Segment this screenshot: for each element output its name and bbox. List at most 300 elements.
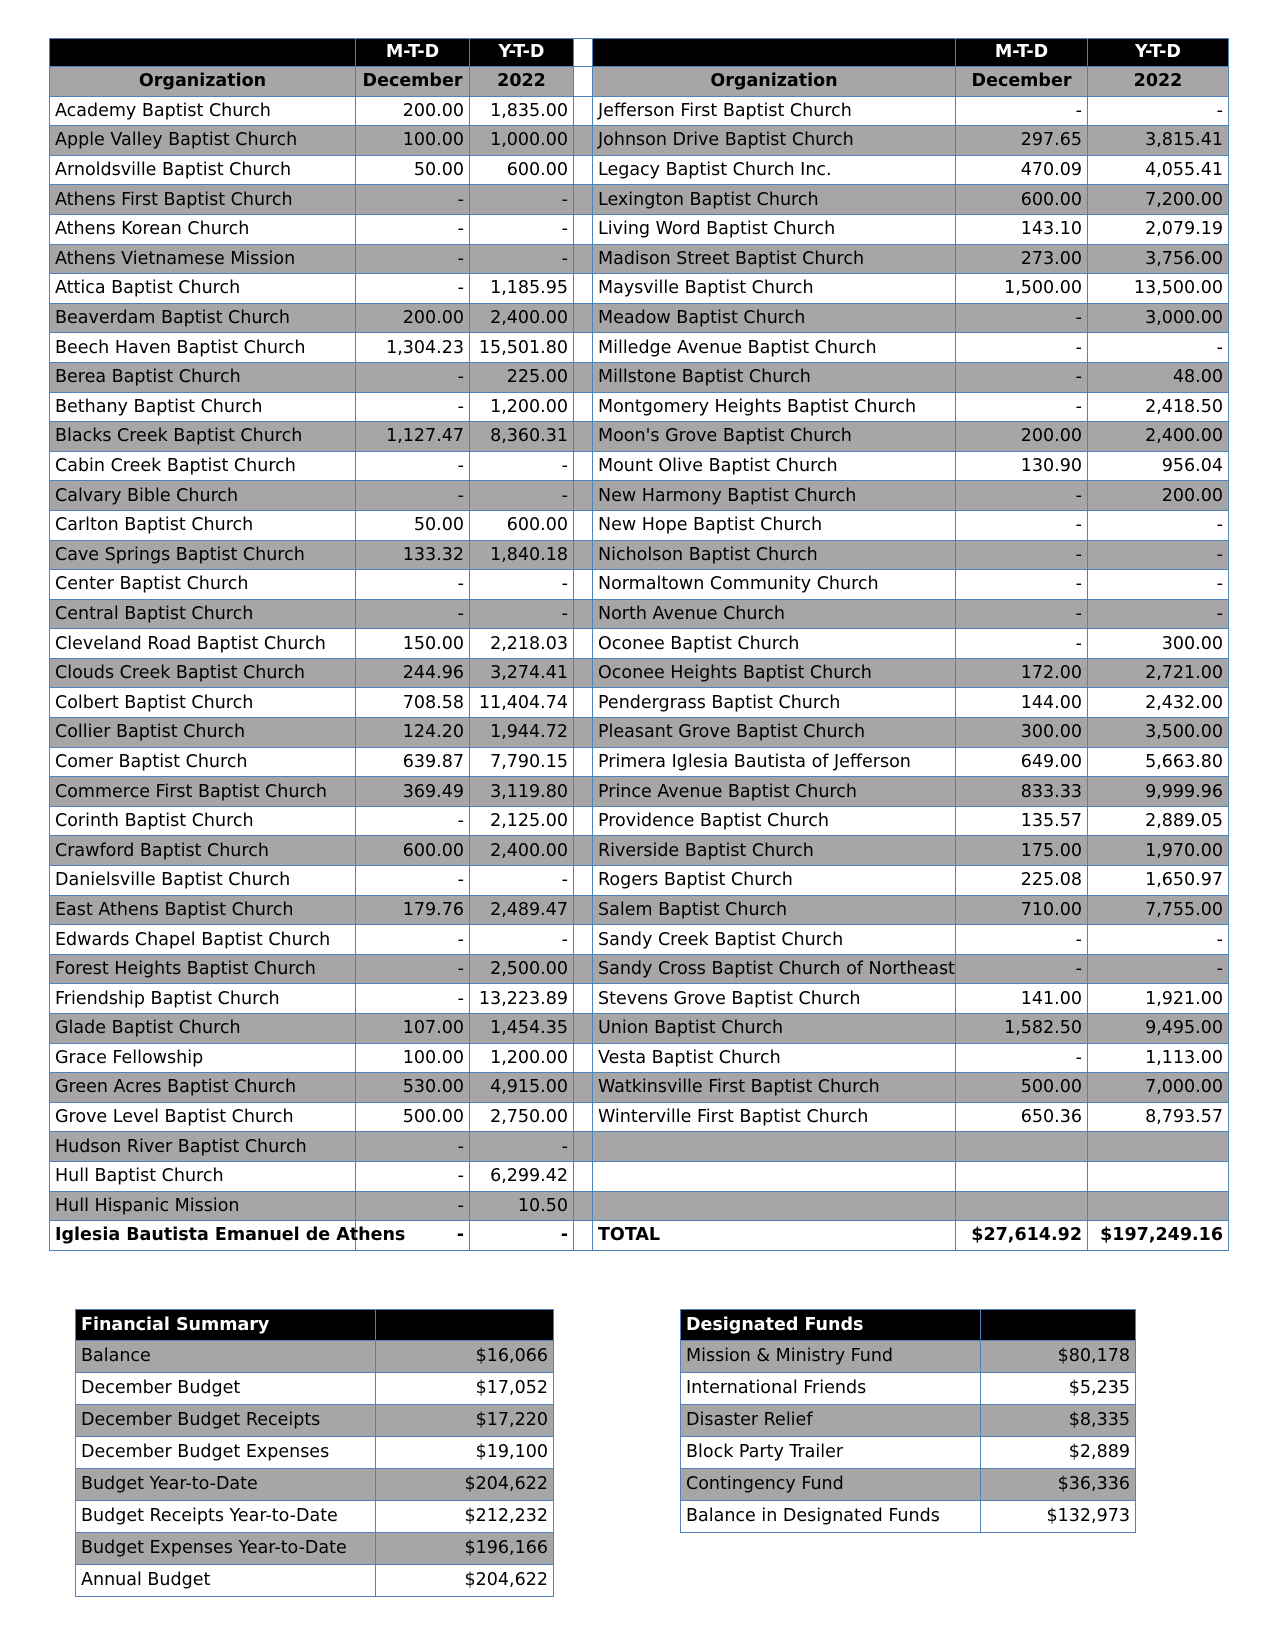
mtd-value: -: [356, 481, 470, 511]
table-row: [50, 1161, 1229, 1191]
table-row: [50, 629, 1229, 659]
summary-label: December Budget Receipts: [76, 1405, 376, 1437]
table-row: [50, 1014, 1229, 1044]
table-row: [50, 155, 1229, 185]
mtd-value: 1,304.23: [356, 333, 470, 363]
table-row: [50, 185, 1229, 215]
mtd-value: -: [956, 481, 1088, 511]
mtd-value: -: [356, 1132, 470, 1162]
organization-name: Stevens Grove Baptist Church: [593, 984, 956, 1014]
summary-row: [681, 1405, 1136, 1437]
column-gap: [574, 39, 593, 67]
organization-name: Crawford Baptist Church: [50, 836, 356, 866]
mtd-value: -: [956, 540, 1088, 570]
summary-value: $19,100: [376, 1437, 554, 1469]
organization-name: Hull Hispanic Mission: [50, 1191, 356, 1221]
organization-name: Center Baptist Church: [50, 570, 356, 600]
designated-funds-title: Designated Funds: [681, 1310, 981, 1341]
ytd-value: 13,500.00: [1088, 274, 1229, 304]
organization-name: Primera Iglesia Bautista of Jefferson: [593, 747, 956, 777]
ytd-value: 2,079.19: [1088, 214, 1229, 244]
table-row: [50, 984, 1229, 1014]
organization-name: Cabin Creek Baptist Church: [50, 451, 356, 481]
mtd-value: -: [956, 333, 1088, 363]
mtd-value: 200.00: [356, 303, 470, 333]
table-row: [50, 244, 1229, 274]
organization-name: Collier Baptist Church: [50, 718, 356, 748]
organization-name: Academy Baptist Church: [50, 96, 356, 126]
summary-row: [76, 1533, 554, 1565]
organization-name: [593, 1161, 956, 1191]
mtd-value: -: [356, 185, 470, 215]
column-gap: [574, 451, 593, 481]
organization-name: Friendship Baptist Church: [50, 984, 356, 1014]
header-ytd: Y-T-D: [470, 39, 574, 67]
organization-name: Corinth Baptist Church: [50, 806, 356, 836]
summary-value: $8,335: [981, 1405, 1136, 1437]
ytd-value: 2,750.00: [470, 1102, 574, 1132]
mtd-value: 300.00: [956, 718, 1088, 748]
column-gap: [574, 126, 593, 156]
mtd-value: 179.76: [356, 895, 470, 925]
organization-name: Oconee Heights Baptist Church: [593, 658, 956, 688]
mtd-value: -: [356, 214, 470, 244]
ytd-value: 3,500.00: [1088, 718, 1229, 748]
ytd-value: 1,113.00: [1088, 1043, 1229, 1073]
table-row: [50, 688, 1229, 718]
organization-name: Carlton Baptist Church: [50, 510, 356, 540]
mtd-value: 297.65: [956, 126, 1088, 156]
mtd-value: -: [356, 362, 470, 392]
mtd-value: -: [356, 274, 470, 304]
organization-name: Sandy Cross Baptist Church of Northeast: [593, 954, 956, 984]
designated-funds-header: [681, 1310, 1136, 1341]
summary-value: $5,235: [981, 1373, 1136, 1405]
ytd-value: -: [1088, 570, 1229, 600]
ytd-value: -: [1088, 96, 1229, 126]
column-gap: [574, 718, 593, 748]
ytd-value: 2,500.00: [470, 954, 574, 984]
mtd-value: -: [956, 629, 1088, 659]
summary-row: [76, 1469, 554, 1501]
organization-name: Clouds Creek Baptist Church: [50, 658, 356, 688]
summary-label: Balance in Designated Funds: [681, 1501, 981, 1533]
ytd-value: 2,721.00: [1088, 658, 1229, 688]
ytd-value: 600.00: [470, 510, 574, 540]
column-gap: [574, 303, 593, 333]
organization-name: Maysville Baptist Church: [593, 274, 956, 304]
organization-name: Salem Baptist Church: [593, 895, 956, 925]
mtd-value: -: [356, 866, 470, 896]
column-gap: [574, 392, 593, 422]
organization-name: Moon's Grove Baptist Church: [593, 422, 956, 452]
mtd-value: 150.00: [356, 629, 470, 659]
table-row: [50, 925, 1229, 955]
ytd-value: 7,755.00: [1088, 895, 1229, 925]
mtd-value: 273.00: [956, 244, 1088, 274]
organization-name: Cave Springs Baptist Church: [50, 540, 356, 570]
ytd-value: 200.00: [1088, 481, 1229, 511]
mtd-value: 470.09: [956, 155, 1088, 185]
table-row: [50, 777, 1229, 807]
mtd-value: 100.00: [356, 1043, 470, 1073]
organization-name: Meadow Baptist Church: [593, 303, 956, 333]
organization-name: Athens Korean Church: [50, 214, 356, 244]
table-row: [50, 1191, 1229, 1221]
ytd-value: 8,793.57: [1088, 1102, 1229, 1132]
header-blank: [593, 39, 956, 67]
column-gap: [574, 599, 593, 629]
column-gap: [574, 658, 593, 688]
summary-value: $204,622: [376, 1469, 554, 1501]
mtd-value: 530.00: [356, 1073, 470, 1103]
table-row: [50, 451, 1229, 481]
organization-name: Calvary Bible Church: [50, 481, 356, 511]
organization-name: Madison Street Baptist Church: [593, 244, 956, 274]
ytd-value: -: [470, 185, 574, 215]
header-month: December: [956, 67, 1088, 97]
column-gap: [574, 481, 593, 511]
organization-name: Riverside Baptist Church: [593, 836, 956, 866]
ytd-value: 13,223.89: [470, 984, 574, 1014]
column-gap: [574, 1161, 593, 1191]
ytd-value: 1,454.35: [470, 1014, 574, 1044]
summary-value: $36,336: [981, 1469, 1136, 1501]
summary-label: December Budget: [76, 1373, 376, 1405]
summary-row: [681, 1341, 1136, 1373]
summary-value: $204,622: [376, 1565, 554, 1597]
ytd-value: -: [470, 481, 574, 511]
column-gap: [574, 1043, 593, 1073]
summary-label: Disaster Relief: [681, 1405, 981, 1437]
financial-summary-table: [75, 1309, 554, 1597]
ytd-value: -: [1088, 540, 1229, 570]
table-row: [50, 747, 1229, 777]
mtd-value: -: [356, 392, 470, 422]
ytd-value: 3,119.80: [470, 777, 574, 807]
financial-summary-header: [76, 1310, 554, 1341]
ytd-value: 9,999.96: [1088, 777, 1229, 807]
summary-label: Block Party Trailer: [681, 1437, 981, 1469]
mtd-value: 135.57: [956, 806, 1088, 836]
table-row: [50, 895, 1229, 925]
summary-row: [76, 1501, 554, 1533]
header-ytd: Y-T-D: [1088, 39, 1229, 67]
mtd-value: 130.90: [956, 451, 1088, 481]
ytd-value: 2,400.00: [1088, 422, 1229, 452]
mtd-value: 143.10: [956, 214, 1088, 244]
header-organization: Organization: [50, 67, 356, 97]
mtd-value: -: [956, 570, 1088, 600]
summary-row: [76, 1405, 554, 1437]
column-gap: [574, 806, 593, 836]
organization-name: Hull Baptist Church: [50, 1161, 356, 1191]
ytd-value: 1,000.00: [470, 126, 574, 156]
mtd-value: -: [956, 954, 1088, 984]
summary-value: $212,232: [376, 1501, 554, 1533]
mtd-value: -: [356, 451, 470, 481]
ytd-value: [1088, 1132, 1229, 1162]
header-mtd: M-T-D: [956, 39, 1088, 67]
header-mtd: M-T-D: [356, 39, 470, 67]
summary-value: $196,166: [376, 1533, 554, 1565]
ytd-value: 3,000.00: [1088, 303, 1229, 333]
column-gap: [574, 96, 593, 126]
ytd-value: 2,400.00: [470, 836, 574, 866]
table-row: [50, 333, 1229, 363]
mtd-value: 50.00: [356, 155, 470, 185]
column-gap: [574, 185, 593, 215]
table-row: [50, 570, 1229, 600]
ytd-value: 2,889.05: [1088, 806, 1229, 836]
ytd-value: 1,921.00: [1088, 984, 1229, 1014]
ytd-value: 1,200.00: [470, 392, 574, 422]
organization-name: Montgomery Heights Baptist Church: [593, 392, 956, 422]
ytd-value: -: [1088, 510, 1229, 540]
organization-name: Apple Valley Baptist Church: [50, 126, 356, 156]
mtd-value: 225.08: [956, 866, 1088, 896]
header-organization: Organization: [593, 67, 956, 97]
column-gap: [574, 895, 593, 925]
column-gap: [574, 333, 593, 363]
mtd-value: 107.00: [356, 1014, 470, 1044]
ytd-value: 7,790.15: [470, 747, 574, 777]
mtd-value: 649.00: [956, 747, 1088, 777]
organization-name: [593, 1132, 956, 1162]
mtd-value: -: [356, 1191, 470, 1221]
organization-name: New Hope Baptist Church: [593, 510, 956, 540]
summary-row: [76, 1565, 554, 1597]
mtd-value: -: [356, 806, 470, 836]
mtd-value: -: [356, 954, 470, 984]
ytd-value: 10.50: [470, 1191, 574, 1221]
mtd-value: 650.36: [956, 1102, 1088, 1132]
mtd-value: -: [356, 599, 470, 629]
mtd-value: 172.00: [956, 658, 1088, 688]
mtd-value: -: [956, 362, 1088, 392]
organization-name: Johnson Drive Baptist Church: [593, 126, 956, 156]
ytd-value: 1,840.18: [470, 540, 574, 570]
mtd-value: -: [356, 984, 470, 1014]
ytd-value: 2,432.00: [1088, 688, 1229, 718]
ytd-value: 1,835.00: [470, 96, 574, 126]
organization-name: Glade Baptist Church: [50, 1014, 356, 1044]
table-row: [50, 599, 1229, 629]
header-blank: [50, 39, 356, 67]
summary-label: Mission & Ministry Fund: [681, 1341, 981, 1373]
summary-row: [681, 1373, 1136, 1405]
column-gap: [574, 214, 593, 244]
ytd-value: 2,400.00: [470, 303, 574, 333]
organization-name: Living Word Baptist Church: [593, 214, 956, 244]
table-row: [50, 658, 1229, 688]
organization-name: Athens Vietnamese Mission: [50, 244, 356, 274]
summary-label: Annual Budget: [76, 1565, 376, 1597]
ytd-value: 8,360.31: [470, 422, 574, 452]
mtd-value: -: [956, 599, 1088, 629]
ytd-value: 300.00: [1088, 629, 1229, 659]
ytd-value: -: [1088, 599, 1229, 629]
mtd-value: [956, 1161, 1088, 1191]
organization-name: Lexington Baptist Church: [593, 185, 956, 215]
mtd-value: 833.33: [956, 777, 1088, 807]
ytd-value: 4,055.41: [1088, 155, 1229, 185]
organization-name: Rogers Baptist Church: [593, 866, 956, 896]
mtd-value: 500.00: [956, 1073, 1088, 1103]
organization-name: Grace Fellowship: [50, 1043, 356, 1073]
summary-label: Contingency Fund: [681, 1469, 981, 1501]
table-row: [50, 1102, 1229, 1132]
ytd-value: 9,495.00: [1088, 1014, 1229, 1044]
summary-value: $17,052: [376, 1373, 554, 1405]
summary-row: [681, 1437, 1136, 1469]
ytd-value: -: [1088, 925, 1229, 955]
column-gap: [574, 422, 593, 452]
ytd-value: 11,404.74: [470, 688, 574, 718]
organization-name: Edwards Chapel Baptist Church: [50, 925, 356, 955]
ytd-value: 48.00: [1088, 362, 1229, 392]
table-row: [50, 954, 1229, 984]
summary-row: [76, 1373, 554, 1405]
ytd-value: -: [1088, 333, 1229, 363]
table-row: [50, 510, 1229, 540]
organization-name: Legacy Baptist Church Inc.: [593, 155, 956, 185]
organization-name: East Athens Baptist Church: [50, 895, 356, 925]
ytd-value: -: [470, 451, 574, 481]
table-row: [50, 836, 1229, 866]
organization-name: Milledge Avenue Baptist Church: [593, 333, 956, 363]
total-mtd: $27,614.92: [956, 1221, 1088, 1251]
table-row: [50, 1073, 1229, 1103]
mtd-value: -: [956, 392, 1088, 422]
table-row: [50, 540, 1229, 570]
mtd-value: 600.00: [956, 185, 1088, 215]
mtd-value: 369.49: [356, 777, 470, 807]
column-gap: [574, 1132, 593, 1162]
organization-name: Beaverdam Baptist Church: [50, 303, 356, 333]
column-gap: [574, 777, 593, 807]
table-row: [50, 1221, 1229, 1251]
organization-name: Sandy Creek Baptist Church: [593, 925, 956, 955]
mtd-value: 141.00: [956, 984, 1088, 1014]
ytd-value: 1,944.72: [470, 718, 574, 748]
column-gap: [574, 1191, 593, 1221]
column-gap: [574, 629, 593, 659]
organization-name: Commerce First Baptist Church: [50, 777, 356, 807]
designated-funds-table: [680, 1309, 1136, 1533]
mtd-value: [956, 1132, 1088, 1162]
column-gap: [574, 67, 593, 97]
header-blank: [981, 1310, 1136, 1341]
mtd-value: 500.00: [356, 1102, 470, 1132]
organization-name: Watkinsville First Baptist Church: [593, 1073, 956, 1103]
ytd-value: -: [470, 599, 574, 629]
ytd-value: 3,815.41: [1088, 126, 1229, 156]
organization-name: Colbert Baptist Church: [50, 688, 356, 718]
table-row: [50, 126, 1229, 156]
organization-name: Comer Baptist Church: [50, 747, 356, 777]
ytd-value: 5,663.80: [1088, 747, 1229, 777]
header-month: December: [356, 67, 470, 97]
header-year: 2022: [470, 67, 574, 97]
column-gap: [574, 1073, 593, 1103]
ytd-value: 1,200.00: [470, 1043, 574, 1073]
ytd-value: 7,200.00: [1088, 185, 1229, 215]
summary-label: Budget Expenses Year-to-Date: [76, 1533, 376, 1565]
organization-name: Millstone Baptist Church: [593, 362, 956, 392]
organization-name: Pleasant Grove Baptist Church: [593, 718, 956, 748]
organization-name: Vesta Baptist Church: [593, 1043, 956, 1073]
organization-name: Normaltown Community Church: [593, 570, 956, 600]
ytd-value: 956.04: [1088, 451, 1229, 481]
table-row: [50, 1132, 1229, 1162]
organization-name: Danielsville Baptist Church: [50, 866, 356, 896]
ytd-value: 6,299.42: [470, 1161, 574, 1191]
column-gap: [574, 155, 593, 185]
summary-value: $17,220: [376, 1405, 554, 1437]
ytd-value: 1,970.00: [1088, 836, 1229, 866]
summary-row: [681, 1469, 1136, 1501]
mtd-value: -: [956, 303, 1088, 333]
table-row: [50, 1043, 1229, 1073]
organization-name: Blacks Creek Baptist Church: [50, 422, 356, 452]
table-row: [50, 718, 1229, 748]
ytd-value: 2,218.03: [470, 629, 574, 659]
mtd-value: -: [356, 925, 470, 955]
contributions-table: [49, 38, 1229, 1251]
ytd-value: 225.00: [470, 362, 574, 392]
organization-name: Central Baptist Church: [50, 599, 356, 629]
mtd-value: [956, 1191, 1088, 1221]
organization-name: Oconee Baptist Church: [593, 629, 956, 659]
organization-name: Prince Avenue Baptist Church: [593, 777, 956, 807]
organization-name: Attica Baptist Church: [50, 274, 356, 304]
table-row: [50, 866, 1229, 896]
column-gap: [574, 925, 593, 955]
mtd-value: -: [956, 1043, 1088, 1073]
mtd-value: -: [956, 925, 1088, 955]
summary-row: [76, 1437, 554, 1469]
summary-label: Balance: [76, 1341, 376, 1373]
column-gap: [574, 984, 593, 1014]
ytd-value: 2,418.50: [1088, 392, 1229, 422]
column-gap: [574, 954, 593, 984]
organization-name: Winterville First Baptist Church: [593, 1102, 956, 1132]
organization-name: Pendergrass Baptist Church: [593, 688, 956, 718]
ytd-value: -: [470, 925, 574, 955]
ytd-value: [1088, 1161, 1229, 1191]
column-gap: [574, 836, 593, 866]
header-row-2: [50, 67, 1229, 97]
table-row: [50, 422, 1229, 452]
table-row: [50, 362, 1229, 392]
column-gap: [574, 274, 593, 304]
organization-name: Green Acres Baptist Church: [50, 1073, 356, 1103]
table-row: [50, 96, 1229, 126]
mtd-value: 200.00: [356, 96, 470, 126]
mtd-value: 124.20: [356, 718, 470, 748]
mtd-value: 133.32: [356, 540, 470, 570]
summary-row: [681, 1501, 1136, 1533]
organization-name: Providence Baptist Church: [593, 806, 956, 836]
table-row: [50, 392, 1229, 422]
organization-name: Iglesia Bautista Emanuel de Athens: [50, 1221, 356, 1251]
organization-name: Nicholson Baptist Church: [593, 540, 956, 570]
organization-name: North Avenue Church: [593, 599, 956, 629]
column-gap: [574, 866, 593, 896]
column-gap: [574, 570, 593, 600]
mtd-value: 1,127.47: [356, 422, 470, 452]
